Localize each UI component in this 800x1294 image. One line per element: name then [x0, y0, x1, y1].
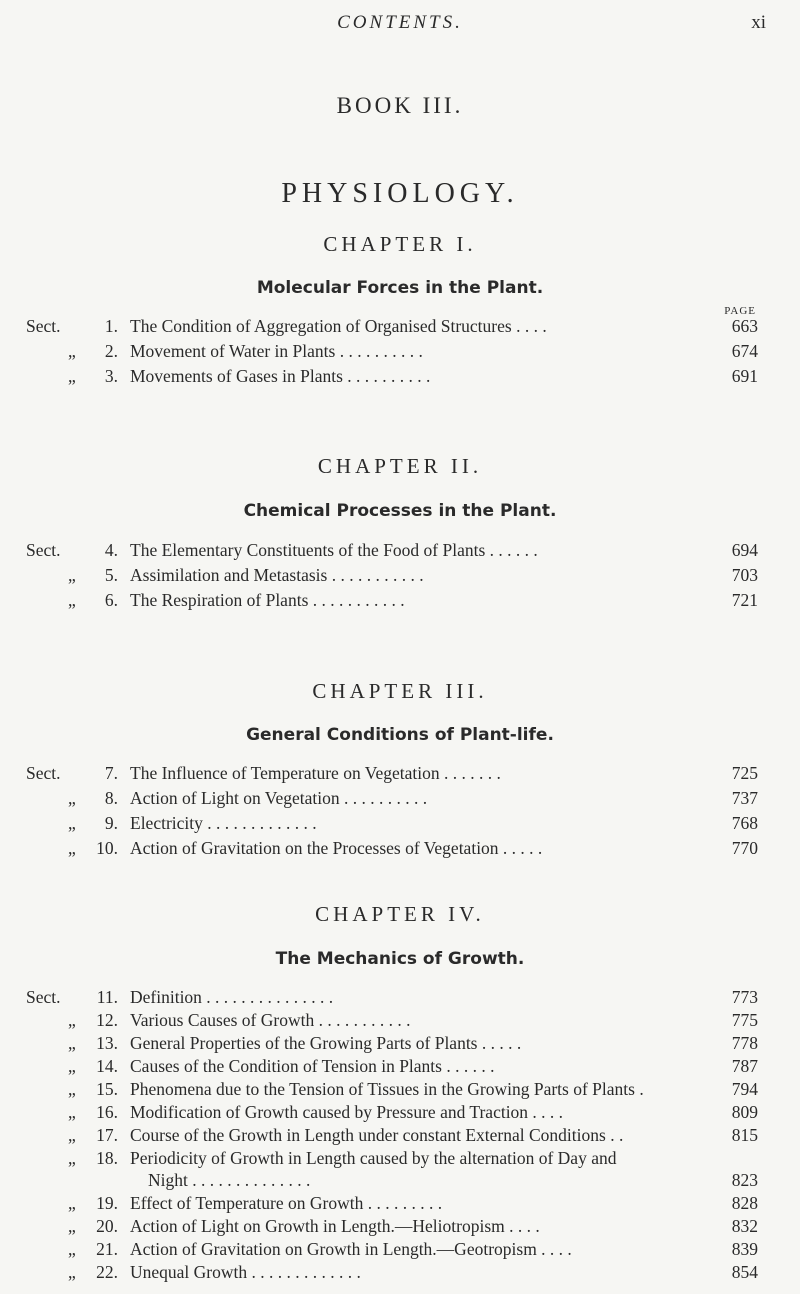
section-title: Action of Light on Growth in Length.—Heliotropism . . . .	[130, 1216, 540, 1236]
section-title: Unequal Growth . . . . . . . . . . . . .	[130, 1262, 361, 1282]
section-prefix: „	[68, 1033, 76, 1053]
toc-entry	[0, 1260, 800, 1284]
section-title: Periodicity of Growth in Length caused by the alternation of Day and	[130, 1148, 617, 1168]
toc-entry	[0, 761, 800, 785]
section-page-number: 770	[731, 838, 758, 858]
toc-entry	[0, 538, 800, 562]
book-heading: BOOK III.	[336, 93, 464, 118]
section-prefix: „	[68, 1056, 76, 1076]
section-number: 21.	[96, 1239, 118, 1259]
section-page-number: 778	[731, 1033, 758, 1053]
section-page-number: 725	[731, 763, 758, 783]
toc-entry	[0, 1237, 800, 1261]
section-number: 2.	[104, 341, 118, 361]
section-page-number: 674	[731, 341, 758, 361]
section-title: Course of the Growth in Length under constant External Conditions . .	[130, 1125, 624, 1145]
section-title: Electricity . . . . . . . . . . . . .	[130, 813, 317, 833]
section-number: 9.	[104, 813, 118, 833]
section-title: Effect of Temperature on Growth . . . . . . . . .	[130, 1193, 443, 1213]
section-number: 22.	[96, 1262, 118, 1282]
section-title: Phenomena due to the Tension of Tissues in the Growing Parts of Plants .	[130, 1079, 644, 1099]
section-title: The Influence of Temperature on Vegetation . . . . . . .	[130, 763, 501, 783]
section-number: 3.	[104, 366, 118, 386]
section-page-number: 787	[731, 1056, 758, 1076]
section-prefix: „	[68, 1148, 76, 1168]
section-page-number: 694	[731, 540, 758, 560]
toc-entry	[0, 811, 800, 835]
section-prefix: Sect.	[26, 540, 61, 560]
section-prefix: „	[68, 838, 76, 858]
section-prefix: „	[68, 341, 76, 361]
running-head-page-number: xi	[751, 12, 766, 33]
section-title: Causes of the Condition of Tension in Plants . . . . . .	[130, 1056, 495, 1076]
toc-entry	[0, 588, 800, 612]
toc-entry	[0, 985, 800, 1009]
toc-entry	[0, 1100, 800, 1124]
toc-entry	[0, 1054, 800, 1078]
section-page-number: 794	[731, 1079, 758, 1099]
section-prefix: „	[68, 813, 76, 833]
toc-entry	[0, 1146, 800, 1170]
chapter-subtitle: The Mechanics of Growth.	[275, 949, 525, 969]
toc-entry	[0, 563, 800, 587]
chapter-subtitle: General Conditions of Plant-life.	[246, 725, 554, 745]
section-page-number: 839	[731, 1239, 758, 1259]
section-number: 14.	[96, 1056, 118, 1076]
section-page-number: 809	[731, 1102, 758, 1122]
section-number: 19.	[96, 1193, 118, 1213]
toc-entry	[0, 364, 800, 388]
section-page-number: 775	[731, 1010, 758, 1030]
section-prefix: „	[68, 1102, 76, 1122]
toc-entry	[0, 1008, 800, 1032]
section-prefix: „	[68, 1216, 76, 1236]
running-head	[0, 12, 800, 40]
section-title: Modification of Growth caused by Pressure and Traction . . . .	[130, 1102, 564, 1122]
section-page-number: 832	[731, 1216, 758, 1236]
toc-entry	[0, 314, 800, 338]
section-title: Assimilation and Metastasis . . . . . . . . . . .	[130, 565, 424, 585]
section-page-number: 815	[731, 1125, 758, 1145]
part-heading: PHYSIOLOGY.	[281, 178, 519, 209]
section-title: The Elementary Constituents of the Food of Plants . . . . . .	[130, 540, 538, 560]
section-number: 7.	[104, 763, 118, 783]
section-number: 10.	[96, 838, 118, 858]
page-column-label: PAGE	[724, 305, 756, 317]
chapter-subtitle: Molecular Forces in the Plant.	[256, 278, 544, 298]
section-number: 6.	[104, 590, 118, 610]
toc-entry	[0, 1191, 800, 1215]
section-prefix: „	[68, 1193, 76, 1213]
toc-entry	[0, 836, 800, 860]
section-number: 17.	[96, 1125, 118, 1145]
section-page-number: 737	[731, 788, 758, 808]
section-title: Night . . . . . . . . . . . . . .	[148, 1170, 311, 1190]
section-page-number: 721	[731, 590, 758, 610]
section-title: Action of Gravitation on the Processes of Vegetation . . . . .	[130, 838, 543, 858]
section-title: The Condition of Aggregation of Organised Structures . . . .	[130, 316, 547, 336]
toc-entry	[0, 1214, 800, 1238]
section-prefix: „	[68, 1239, 76, 1259]
section-prefix: „	[68, 366, 76, 386]
section-title: Action of Light on Vegetation . . . . . . . . . .	[130, 788, 428, 808]
section-title: General Properties of the Growing Parts of Plants . . . . .	[130, 1033, 522, 1053]
section-number: 1.	[104, 316, 118, 336]
section-number: 15.	[96, 1079, 118, 1099]
section-page-number: 768	[731, 813, 758, 833]
section-number: 20.	[96, 1216, 118, 1236]
chapter-heading: CHAPTER III.	[312, 679, 488, 703]
section-page-number: 854	[731, 1262, 758, 1282]
section-page-number: 663	[731, 316, 758, 336]
section-title: Action of Gravitation on Growth in Length.—Geotropism . . . .	[130, 1239, 572, 1259]
section-number: 16.	[96, 1102, 118, 1122]
section-prefix: „	[68, 590, 76, 610]
section-page-number: 773	[731, 987, 758, 1007]
toc-entry	[0, 1123, 800, 1147]
toc-entry	[0, 786, 800, 810]
section-number: 11.	[96, 987, 118, 1007]
toc-entry	[0, 1031, 800, 1055]
section-page-number: 823	[731, 1170, 758, 1190]
section-title: Movements of Gases in Plants . . . . . . . . . .	[130, 366, 431, 386]
section-title: The Respiration of Plants . . . . . . . . . . .	[130, 590, 405, 610]
chapter-heading: CHAPTER I.	[323, 232, 477, 256]
toc-entry	[0, 1077, 800, 1101]
section-page-number: 703	[731, 565, 758, 585]
section-prefix: Sect.	[26, 316, 61, 336]
section-title: Movement of Water in Plants . . . . . . . . . .	[130, 341, 423, 361]
chapter-heading: CHAPTER IV.	[315, 902, 485, 926]
section-page-number: 828	[731, 1193, 758, 1213]
toc-entry	[0, 1168, 800, 1192]
chapter-subtitle: Chemical Processes in the Plant.	[243, 501, 557, 521]
section-number: 18.	[96, 1148, 118, 1168]
section-prefix: Sect.	[26, 763, 61, 783]
section-number: 4.	[104, 540, 118, 560]
toc-entry	[0, 339, 800, 363]
section-number: 13.	[96, 1033, 118, 1053]
section-number: 12.	[96, 1010, 118, 1030]
section-number: 8.	[104, 788, 118, 808]
section-prefix: „	[68, 788, 76, 808]
section-number: 5.	[104, 565, 118, 585]
section-prefix: „	[68, 1262, 76, 1282]
section-prefix: „	[68, 565, 76, 585]
running-head-title: CONTENTS.	[337, 12, 463, 33]
section-page-number: 691	[731, 366, 758, 386]
section-prefix: „	[68, 1079, 76, 1099]
section-prefix: „	[68, 1010, 76, 1030]
section-prefix: „	[68, 1125, 76, 1145]
chapter-heading: CHAPTER II.	[317, 454, 483, 478]
section-prefix: Sect.	[26, 987, 61, 1007]
section-title: Definition . . . . . . . . . . . . . . .	[130, 987, 334, 1007]
section-title: Various Causes of Growth . . . . . . . . . . .	[130, 1010, 411, 1030]
